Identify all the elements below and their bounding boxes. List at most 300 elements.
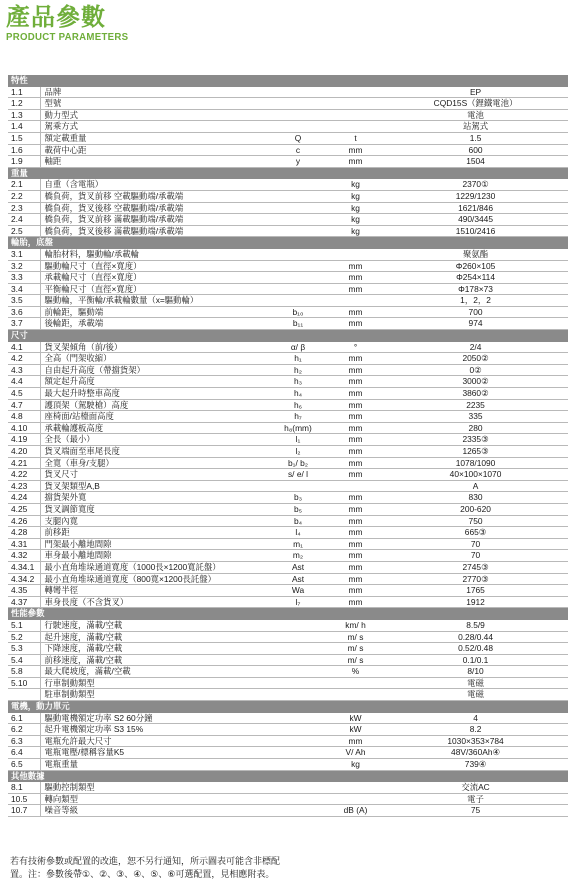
table-row: [8, 225, 568, 237]
param-value: 3860②: [383, 388, 568, 400]
param-name: 最大爬坡度，滿載/空載: [40, 666, 268, 678]
param-unit: mm: [328, 515, 383, 527]
table-row: [8, 503, 568, 515]
param-value: 1229/1230: [383, 190, 568, 202]
param-name: 座椅面/站檯面高度: [40, 411, 268, 423]
table-row: [8, 643, 568, 655]
param-number: 2.1: [8, 179, 40, 191]
param-symbol: [268, 202, 328, 214]
table-row: [8, 573, 568, 585]
table-row: [8, 272, 568, 284]
param-value: 600: [383, 144, 568, 156]
param-unit: dB (A): [328, 805, 383, 817]
table-row: [8, 411, 568, 423]
param-number: 4.20: [8, 446, 40, 458]
param-symbol: l₄: [268, 527, 328, 539]
param-name: 額定載重量: [40, 132, 268, 144]
param-unit: mm: [328, 272, 383, 284]
param-number: 5.8: [8, 666, 40, 678]
param-unit: mm: [328, 422, 383, 434]
param-value: 280: [383, 422, 568, 434]
table-row: [8, 793, 568, 805]
param-name: 電瓶重量: [40, 759, 268, 771]
table-row: [8, 724, 568, 736]
param-name: 輪胎材料，驅動輪/承載輪: [40, 248, 268, 260]
param-value: 2/4: [383, 341, 568, 353]
param-name: 電瓶允許最大尺寸: [40, 735, 268, 747]
param-number: 3.5: [8, 295, 40, 307]
param-symbol: [268, 747, 328, 759]
param-symbol: [268, 109, 328, 121]
param-unit: m/ s: [328, 631, 383, 643]
table-row: [8, 109, 568, 121]
param-unit: mm: [328, 364, 383, 376]
param-number: 2.4: [8, 214, 40, 226]
param-number: 3.6: [8, 306, 40, 318]
param-unit: mm: [328, 376, 383, 388]
param-symbol: h₈(mm): [268, 422, 328, 434]
table-row: [8, 712, 568, 724]
param-number: 5.2: [8, 631, 40, 643]
table-row: [8, 666, 568, 678]
param-number: 3.3: [8, 272, 40, 284]
param-unit: [328, 86, 383, 98]
param-name: 品牌: [40, 86, 268, 98]
param-symbol: [268, 712, 328, 724]
param-value: Φ260×105: [383, 260, 568, 272]
param-number: 3.2: [8, 260, 40, 272]
param-symbol: h₆: [268, 399, 328, 411]
param-value: 1.5: [383, 132, 568, 144]
table-row: [8, 260, 568, 272]
param-unit: mm: [328, 318, 383, 330]
param-unit: [328, 782, 383, 794]
param-symbol: [268, 295, 328, 307]
section-header: [8, 167, 568, 179]
param-number: 4.4: [8, 376, 40, 388]
table-row: [8, 202, 568, 214]
param-unit: mm: [328, 550, 383, 562]
param-unit: mm: [328, 388, 383, 400]
param-unit: mm: [328, 156, 383, 168]
footnote-line: 置。注：參數後帶①、②、③、④、⑤、⑥可選配置，見相應附表。: [10, 870, 275, 880]
page-subtitle: PRODUCT PARAMETERS: [6, 31, 129, 43]
param-number: 1.4: [8, 121, 40, 133]
table-row: [8, 446, 568, 458]
param-value: 200-620: [383, 503, 568, 515]
table-row: [8, 341, 568, 353]
param-symbol: Ast: [268, 573, 328, 585]
param-unit: mm: [328, 260, 383, 272]
param-value: 70: [383, 538, 568, 550]
param-number: 1.1: [8, 86, 40, 98]
param-value: 1078/1090: [383, 457, 568, 469]
param-symbol: l₇: [268, 596, 328, 608]
param-number: 2.2: [8, 190, 40, 202]
table-row: [8, 422, 568, 434]
param-symbol: b₁₁: [268, 318, 328, 330]
param-name: 橋負荷，貨叉前移 空載驅動端/承載端: [40, 190, 268, 202]
param-symbol: [268, 86, 328, 98]
table-row: [8, 156, 568, 168]
param-name: 全長（最小）: [40, 434, 268, 446]
param-unit: kg: [328, 202, 383, 214]
param-number: 5.3: [8, 643, 40, 655]
param-number: 6.5: [8, 759, 40, 771]
param-number: 8.1: [8, 782, 40, 794]
param-name: 全高（門架收縮）: [40, 353, 268, 365]
param-value: CQD15S（鋰鐵電池）: [383, 98, 568, 110]
param-symbol: Q: [268, 132, 328, 144]
param-number: 1.2: [8, 98, 40, 110]
param-symbol: h₄: [268, 388, 328, 400]
param-name: 駕乘方式: [40, 121, 268, 133]
param-number: 1.6: [8, 144, 40, 156]
table-row: [8, 364, 568, 376]
section-header: [8, 237, 568, 249]
param-number: [8, 689, 40, 701]
param-number: 4.2: [8, 353, 40, 365]
param-name: 載荷中心距: [40, 144, 268, 156]
param-name: 最大起升時整車高度: [40, 388, 268, 400]
table-row: [8, 295, 568, 307]
param-name: 支腿內寬: [40, 515, 268, 527]
table-row: [8, 214, 568, 226]
param-value: 1，2，2: [383, 295, 568, 307]
param-unit: mm: [328, 735, 383, 747]
section-label: 其他數據: [8, 770, 568, 782]
param-value: 1621/846: [383, 202, 568, 214]
param-symbol: [268, 619, 328, 631]
param-value: 490/3445: [383, 214, 568, 226]
param-number: 6.4: [8, 747, 40, 759]
param-value: 1912: [383, 596, 568, 608]
table-row: [8, 376, 568, 388]
param-symbol: [268, 643, 328, 655]
table-row: [8, 121, 568, 133]
param-number: 4.37: [8, 596, 40, 608]
param-number: 4.7: [8, 399, 40, 411]
table-row: [8, 283, 568, 295]
param-number: 4.8: [8, 411, 40, 423]
param-number: 5.1: [8, 619, 40, 631]
param-value: 1510/2416: [383, 225, 568, 237]
section-label: 重量: [8, 167, 568, 179]
param-symbol: b₁/ b₂: [268, 457, 328, 469]
param-unit: t: [328, 132, 383, 144]
param-number: 6.2: [8, 724, 40, 736]
param-number: 10.7: [8, 805, 40, 817]
param-number: 4.21: [8, 457, 40, 469]
param-symbol: b₃: [268, 492, 328, 504]
param-symbol: [268, 480, 328, 492]
param-unit: [328, 677, 383, 689]
param-unit: mm: [328, 469, 383, 481]
param-name: 車身長度（不含貨叉）: [40, 596, 268, 608]
table-row: [8, 689, 568, 701]
param-unit: kW: [328, 712, 383, 724]
param-value: 交流AC: [383, 782, 568, 794]
param-unit: kg: [328, 214, 383, 226]
param-number: 4.23: [8, 480, 40, 492]
param-value: 0.1/0.1: [383, 654, 568, 666]
param-name: 動力型式: [40, 109, 268, 121]
param-value: 電磁: [383, 677, 568, 689]
section-header: [8, 608, 568, 620]
param-value: 4: [383, 712, 568, 724]
table-row: [8, 782, 568, 794]
param-number: 1.9: [8, 156, 40, 168]
param-name: 貨叉架類型A,B: [40, 480, 268, 492]
param-value: 2770③: [383, 573, 568, 585]
param-symbol: Wa: [268, 585, 328, 597]
param-number: 4.34.1: [8, 561, 40, 573]
param-unit: kg: [328, 759, 383, 771]
param-unit: [328, 689, 383, 701]
param-number: 3.1: [8, 248, 40, 260]
section-label: 輪胎，底盤: [8, 237, 568, 249]
param-number: 4.25: [8, 503, 40, 515]
footnotes: [10, 856, 280, 882]
param-symbol: h₇: [268, 411, 328, 423]
param-name: 前移速度，滿載/空載: [40, 654, 268, 666]
param-unit: km/ h: [328, 619, 383, 631]
param-unit: kg: [328, 179, 383, 191]
param-value: 2370①: [383, 179, 568, 191]
param-name: 貨叉架傾角（前/後）: [40, 341, 268, 353]
param-value: 3000②: [383, 376, 568, 388]
param-name: 額定起升高度: [40, 376, 268, 388]
param-unit: [328, 98, 383, 110]
param-name: 平衡輪尺寸（直徑×寬度）: [40, 283, 268, 295]
param-unit: [328, 248, 383, 260]
table-row: [8, 179, 568, 191]
param-unit: mm: [328, 411, 383, 423]
table-row: [8, 735, 568, 747]
param-name: 起升電機額定功率 S3 15%: [40, 724, 268, 736]
param-name: 貨叉尺寸: [40, 469, 268, 481]
param-value: 8.5/9: [383, 619, 568, 631]
param-symbol: [268, 190, 328, 202]
table-row: [8, 318, 568, 330]
param-name: 承載輪護板高度: [40, 422, 268, 434]
table-row: [8, 457, 568, 469]
param-symbol: [268, 179, 328, 191]
param-symbol: h₂: [268, 364, 328, 376]
param-symbol: [268, 677, 328, 689]
param-symbol: [268, 805, 328, 817]
param-unit: mm: [328, 527, 383, 539]
table-row: [8, 388, 568, 400]
param-name: 駐車制動類型: [40, 689, 268, 701]
param-unit: mm: [328, 353, 383, 365]
param-symbol: α/ β: [268, 341, 328, 353]
param-value: 0②: [383, 364, 568, 376]
param-symbol: l₁: [268, 434, 328, 446]
param-symbol: s/ e/ l: [268, 469, 328, 481]
param-value: 48V/360Ah④: [383, 747, 568, 759]
param-symbol: [268, 248, 328, 260]
param-name: 型號: [40, 98, 268, 110]
param-name: 噪音等級: [40, 805, 268, 817]
param-value: 0.52/0.48: [383, 643, 568, 655]
table-row: [8, 631, 568, 643]
param-value: 0.28/0.44: [383, 631, 568, 643]
param-value: Φ254×114: [383, 272, 568, 284]
param-number: 6.1: [8, 712, 40, 724]
param-unit: mm: [328, 283, 383, 295]
param-unit: mm: [328, 596, 383, 608]
table-row: [8, 515, 568, 527]
param-value: 電磁: [383, 689, 568, 701]
param-unit: m/ s: [328, 654, 383, 666]
param-symbol: [268, 689, 328, 701]
param-unit: [328, 295, 383, 307]
param-name: 電瓶電壓/標稱容量K5: [40, 747, 268, 759]
param-unit: V/ Ah: [328, 747, 383, 759]
param-symbol: [268, 214, 328, 226]
param-number: 10.5: [8, 793, 40, 805]
param-number: 4.3: [8, 364, 40, 376]
param-value: 700: [383, 306, 568, 318]
param-symbol: [268, 631, 328, 643]
param-value: 聚氨酯: [383, 248, 568, 260]
param-unit: mm: [328, 457, 383, 469]
param-name: 驅動控制類型: [40, 782, 268, 794]
param-value: 750: [383, 515, 568, 527]
table-row: [8, 86, 568, 98]
param-symbol: [268, 260, 328, 272]
param-name: 行車制動類型: [40, 677, 268, 689]
param-unit: [328, 793, 383, 805]
param-unit: mm: [328, 446, 383, 458]
table-row: [8, 805, 568, 817]
param-unit: kg: [328, 225, 383, 237]
table-row: [8, 399, 568, 411]
product-parameters-table: [8, 75, 568, 817]
param-symbol: [268, 735, 328, 747]
param-symbol: b₄: [268, 515, 328, 527]
param-unit: [328, 121, 383, 133]
param-value: 40×100×1070: [383, 469, 568, 481]
param-value: 1765: [383, 585, 568, 597]
table-row: [8, 619, 568, 631]
param-number: 5.4: [8, 654, 40, 666]
param-value: 2050②: [383, 353, 568, 365]
table-row: [8, 353, 568, 365]
section-header: [8, 330, 568, 342]
param-name: 全寬（車身/支腿）: [40, 457, 268, 469]
param-name: 前移距: [40, 527, 268, 539]
param-value: 75: [383, 805, 568, 817]
param-unit: mm: [328, 306, 383, 318]
table-row: [8, 585, 568, 597]
param-name: 驅動輪尺寸（直徑×寬度）: [40, 260, 268, 272]
param-name: 下降速度，滿載/空載: [40, 643, 268, 655]
param-number: 4.22: [8, 469, 40, 481]
param-value: 2335③: [383, 434, 568, 446]
param-name: 驅動輪，平衡輪/承載輪數量（x=驅動輪）: [40, 295, 268, 307]
table-row: [8, 654, 568, 666]
param-symbol: [268, 654, 328, 666]
param-name: 橋負荷，貨叉前移 滿載驅動端/承載端: [40, 214, 268, 226]
param-unit: kW: [328, 724, 383, 736]
param-symbol: l₂: [268, 446, 328, 458]
param-unit: mm: [328, 434, 383, 446]
table-row: [8, 144, 568, 156]
param-unit: mm: [328, 503, 383, 515]
param-value: 8.2: [383, 724, 568, 736]
param-symbol: [268, 724, 328, 736]
param-number: 1.5: [8, 132, 40, 144]
param-name: 驅動電機額定功率 S2 60分鐘: [40, 712, 268, 724]
param-symbol: [268, 98, 328, 110]
param-number: 4.24: [8, 492, 40, 504]
param-number: 4.19: [8, 434, 40, 446]
param-symbol: [268, 283, 328, 295]
table-row: [8, 469, 568, 481]
footnote-line: 若有技術參數或配置的改進，恕不另行通知，所示圖表可能含非標配: [10, 857, 281, 867]
section-label: 電機，動力單元: [8, 701, 568, 713]
table-row: [8, 538, 568, 550]
param-name: 最小直角堆垛通道寬度（800寬×1200長託盤）: [40, 573, 268, 585]
param-symbol: [268, 225, 328, 237]
param-value: EP: [383, 86, 568, 98]
section-label: 特性: [8, 75, 568, 86]
param-unit: m/ s: [328, 643, 383, 655]
param-symbol: b₁₀: [268, 306, 328, 318]
param-symbol: c: [268, 144, 328, 156]
param-value: 974: [383, 318, 568, 330]
param-name: 行駛速度，滿載/空載: [40, 619, 268, 631]
table-row: [8, 677, 568, 689]
param-number: 4.28: [8, 527, 40, 539]
param-number: 5.10: [8, 677, 40, 689]
param-number: 4.5: [8, 388, 40, 400]
param-value: 830: [383, 492, 568, 504]
param-value: 站駕式: [383, 121, 568, 133]
param-symbol: m₂: [268, 550, 328, 562]
table-row: [8, 550, 568, 562]
param-number: 4.10: [8, 422, 40, 434]
param-name: 擋貨架外寬: [40, 492, 268, 504]
param-symbol: [268, 666, 328, 678]
param-symbol: [268, 272, 328, 284]
param-symbol: h₁: [268, 353, 328, 365]
param-value: 665③: [383, 527, 568, 539]
param-value: A: [383, 480, 568, 492]
param-unit: %: [328, 666, 383, 678]
section-label: 尺寸: [8, 330, 568, 342]
param-name: 護頂架（駕駛槍）高度: [40, 399, 268, 411]
table-row: [8, 561, 568, 573]
param-symbol: b₅: [268, 503, 328, 515]
section-label: 性能參數: [8, 608, 568, 620]
param-value: 70: [383, 550, 568, 562]
param-name: 承載輪尺寸（直徑×寬度）: [40, 272, 268, 284]
param-value: 2745③: [383, 561, 568, 573]
param-number: 4.35: [8, 585, 40, 597]
param-unit: [328, 480, 383, 492]
param-number: 4.1: [8, 341, 40, 353]
param-number: 4.26: [8, 515, 40, 527]
page-header: [6, 2, 139, 43]
param-name: 車身最小離地間隙: [40, 550, 268, 562]
param-number: 2.3: [8, 202, 40, 214]
param-number: 3.7: [8, 318, 40, 330]
param-unit: °: [328, 341, 383, 353]
param-unit: kg: [328, 190, 383, 202]
